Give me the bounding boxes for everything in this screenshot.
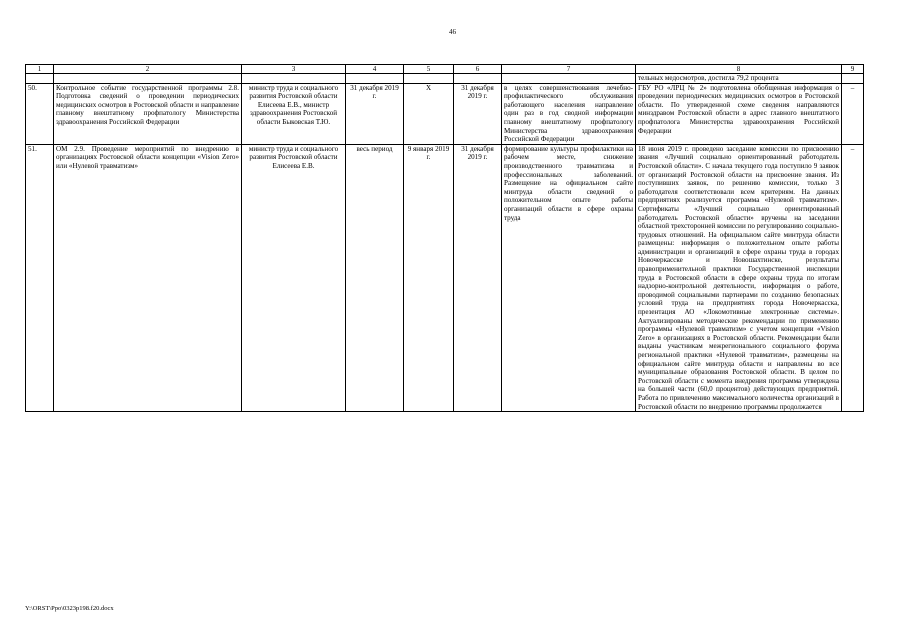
col-header-9: 9 xyxy=(842,65,864,74)
event-cell: ОМ 2.9. Проведение мероприятий по внедрению в организациях Ростовской области концепции «Vision Zero» или «Нулевой травматизм» xyxy=(54,144,242,411)
responsible-cell: министр труда и социального развития Ростовской области Елисеева Е.В., министр здравоохранения Ростовской области Быковская Т.Ю. xyxy=(242,83,346,144)
table-row xyxy=(26,144,864,411)
col-header-6: 6 xyxy=(454,65,502,74)
row-number: 51. xyxy=(26,144,54,411)
plan-end-cell: 31 декабря 2019 г. xyxy=(454,144,502,411)
fact-start-cell: X xyxy=(404,83,454,144)
col-header-7: 7 xyxy=(502,65,636,74)
fact-start-cell: 9 января 2019 г. xyxy=(404,144,454,411)
col-header-4: 4 xyxy=(346,65,404,74)
expected-result-cell: формирование культуры профилактики на рабочем месте, снижение производственного травматизма и профессиональных заболеваний. Размещение на официальном сайте минтруда области сведений о положительном опыте работы организаций области в сфере охраны труда xyxy=(502,144,636,411)
continuation-actual-result: тельных медосмотров, достигла 79,2 процента xyxy=(636,74,842,84)
report-table xyxy=(25,64,864,412)
col-header-1: 1 xyxy=(26,65,54,74)
responsible-cell: министр труда и социального развития Ростовской области Елисеева Е.В. xyxy=(242,144,346,411)
continuation-row xyxy=(26,74,864,84)
expected-result-cell: в целях совершенствования лечебно-профилактического обслуживания работающего населения направление один раз в год сводной информации главному внештатному профпатологу Министерства здравоохранения Российской Федерации xyxy=(502,83,636,144)
table-row xyxy=(26,83,864,144)
plan-start-cell: весь период xyxy=(346,144,404,411)
event-cell: Контрольное событие государственной программы 2.8. Подготовка сведений о проведении периодических медицинских осмотров в Ростовской области и направление главному внештатному профпатологу Министерства здравоохранения Российской Федерации xyxy=(54,83,242,144)
reasons-cell: – xyxy=(842,144,864,411)
file-path-footer: Y:\ORST\Ppo\0323p198.f20.docx xyxy=(25,605,114,612)
col-header-8: 8 xyxy=(636,65,842,74)
column-number-row xyxy=(26,65,864,74)
col-header-5: 5 xyxy=(404,65,454,74)
plan-end-cell: 31 декабря 2019 г. xyxy=(454,83,502,144)
col-header-2: 2 xyxy=(54,65,242,74)
actual-result-cell: ГБУ РО «ЛРЦ № 2» подготовлена обобщенная информация о проведении периодических медицинских осмотров в Ростовской области. По утвержденной схеме сведения направляются минздравом Ростовской области в адрес главного внештатного профпатолога Министерства здравоохранения Российской Федерации xyxy=(636,83,842,144)
row-number: 50. xyxy=(26,83,54,144)
plan-start-cell: 31 декабря 2019 г. xyxy=(346,83,404,144)
col-header-3: 3 xyxy=(242,65,346,74)
page-number: 46 xyxy=(449,28,456,36)
reasons-cell: – xyxy=(842,83,864,144)
actual-result-cell: 18 июня 2019 г. проведено заседание комиссии по присвоению звания «Лучший социально ориентированный работодатель Ростовской области». С начала текущего года поступило 9 заявок от организаций Ростовской области на присвоение звания. Из поступивших заявок, по решению комиссии, только 3 работодателя соответствовали всем критериям. На данных предприятиях реализуется программа «Нулевой травматизм». Сертификаты «Лучший социально ориентированный работодатель Ростовской области» вручены на заседании областной трехсторонней комиссии по регулированию социально-трудовых отношений. На официальном сайте минтруда области размещены: информация о положительном опыте работы администрации и организаций в сфере охраны труда в городах Новочеркасске и Новошахтинске, результаты правоприменительной практики Государственной инспекции труда в Ростовской области в сфере охраны труда по итогам надзорно-контрольной деятельности, информация о работе, проводимой социальными партнерами по созданию безопасных условий труда на предприятиях города Новочеркасска, презентация АО «Локомотивные электронные системы». Актуализированы методические рекомендации по применению программы «Нулевой травматизм» с учетом концепции «Vision Zero» в организациях в Ростовской области. Рекомендации были выданы участникам межрегионального социального форума региональной практики «Нулевой травматизм», размещены на официальном сайте минтруда области и направлены во все муниципальные образования Ростовской области. В целом по Ростовской области с момента внедрения программа утверждена на большей части (60,0 процентов) действующих предприятий. Работа по привлечению максимального количества организаций в Ростовской области по внедрению программы продолжается xyxy=(636,144,842,411)
